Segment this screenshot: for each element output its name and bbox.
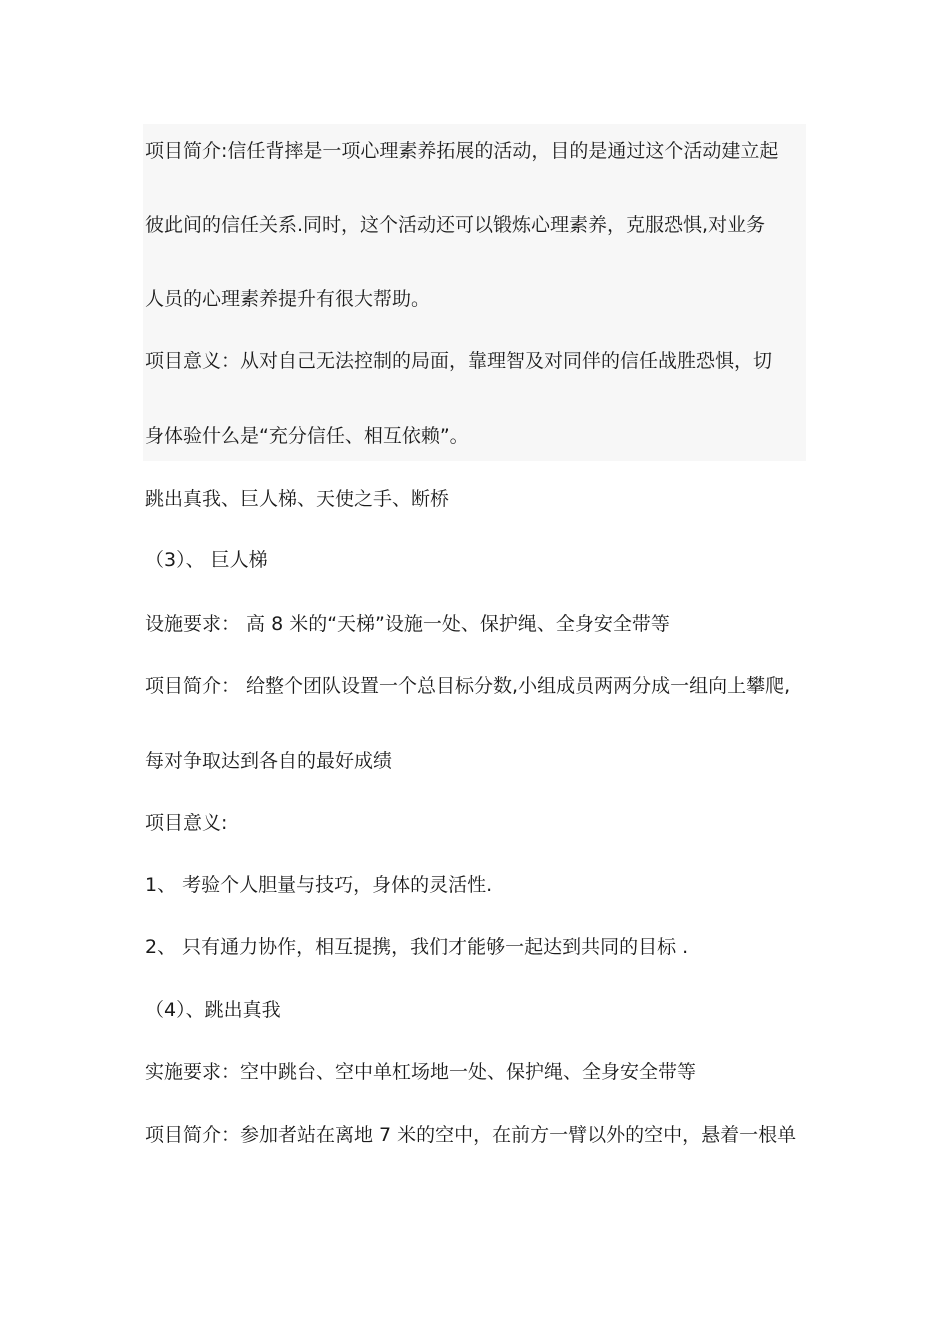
intro-line-2: 彼此间的信任关系.同时，这个活动还可以锻炼心理素养，克服恐惧,对业务	[145, 214, 766, 236]
meaning-item-1: 1、 考验个人胆量与技巧，身体的灵活性.	[145, 874, 493, 896]
section-heading-jump: （4）、跳出真我	[145, 999, 281, 1021]
meaning-line-2: 身体验什么是“充分信任、相互依赖”。	[145, 425, 469, 447]
intro-line-3: 人员的心理素养提升有很大帮助。	[145, 288, 431, 310]
meaning-line-1: 项目意义：从对自己无法控制的局面，靠理智及对同伴的信任战胜恐惧，切	[145, 350, 773, 372]
facility-requirement: 设施要求： 高 8 米的“天梯”设施一处、保护绳、全身安全带等	[145, 613, 670, 635]
activity-list: 跳出真我、巨人梯、天使之手、断桥	[145, 488, 450, 510]
project-intro-line-1: 项目简介： 给整个团队设置一个总目标分数,小组成员两两分成一组向上攀爬,	[145, 675, 791, 697]
implementation-requirement: 实施要求：空中跳台、空中单杠场地一处、保护绳、全身安全带等	[145, 1061, 697, 1083]
jump-intro-line-1: 项目简介：参加者站在离地 7 米的空中，在前方一臂以外的空中，悬着一根单	[145, 1124, 797, 1146]
project-meaning-label: 项目意义:	[145, 812, 228, 834]
intro-line-1: 项目简介:信任背摔是一项心理素养拓展的活动，目的是通过这个活动建立起	[145, 140, 779, 162]
section-heading-giant-ladder: （3）、 巨人梯	[145, 549, 268, 571]
project-intro-line-2: 每对争取达到各自的最好成绩	[145, 750, 393, 772]
meaning-item-2: 2、 只有通力协作，相互提携，我们才能够一起达到共同的目标 .	[145, 936, 689, 958]
